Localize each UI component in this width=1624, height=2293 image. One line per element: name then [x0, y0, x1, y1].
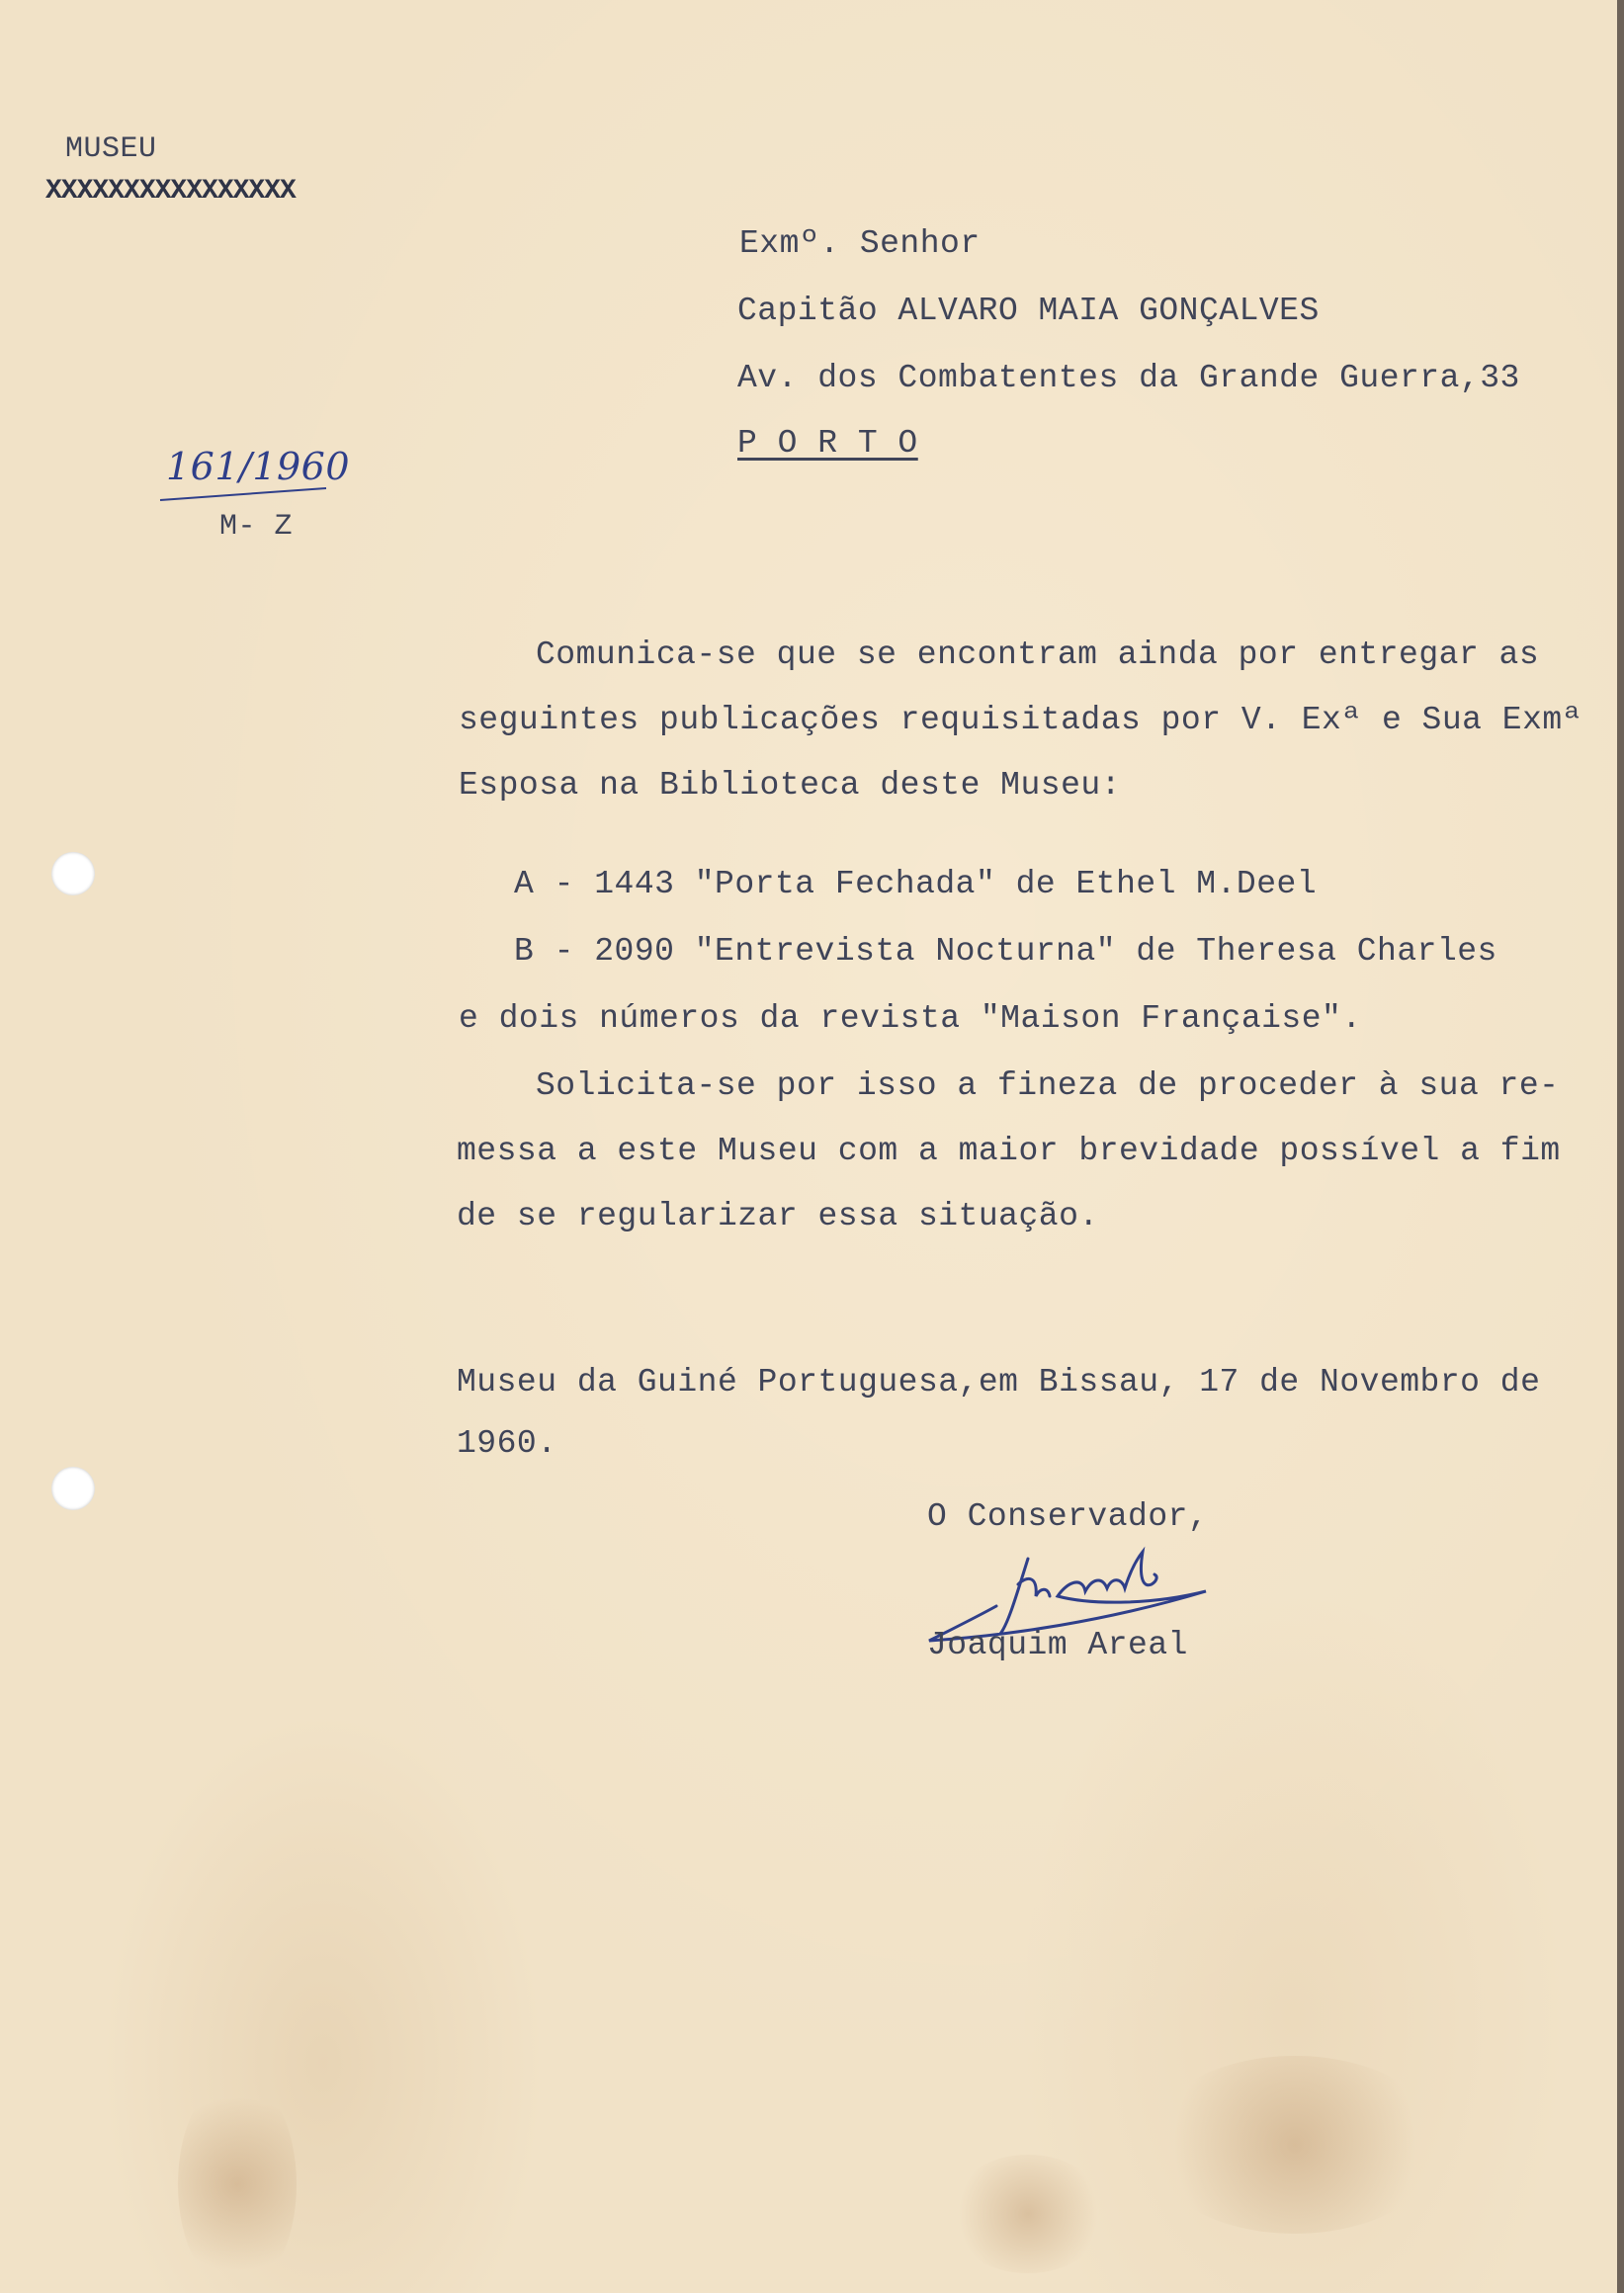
place-date-line: Museu da Guiné Portuguesa,em Bissau, 17 de Novembro de	[457, 1364, 1541, 1401]
publication-item-continuation: e dois números da revista "Maison Française".	[459, 1000, 1362, 1037]
reference-number: 161/1960	[166, 445, 351, 488]
punch-hole	[51, 1467, 95, 1510]
publication-item: A - 1443 "Porta Fechada" de Ethel M.Deel	[514, 866, 1318, 902]
punch-hole	[51, 852, 95, 895]
addressee-name: Capitão ALVARO MAIA GONÇALVES	[737, 293, 1320, 329]
signatory-role: O Conservador,	[927, 1498, 1209, 1535]
paper-stain	[178, 2076, 297, 2293]
body-line: Comunica-se que se encontram ainda por entregar as	[536, 637, 1540, 673]
body-line: Solicita-se por isso a fineza de proceder à sua re-	[536, 1067, 1560, 1104]
addressee-salutation: Exmº. Senhor	[739, 225, 981, 262]
reference-code: M- Z	[219, 510, 294, 544]
letterhead-title: MUSEU	[65, 132, 157, 166]
body-line: Esposa na Biblioteca deste Museu:	[459, 767, 1122, 804]
letterhead-struck-line: XXXXXXXXXXXXXXXX	[45, 176, 296, 207]
place-date-line: 1960.	[457, 1425, 557, 1462]
body-line: messa a este Museu com a maior brevidade possível a fim	[457, 1133, 1561, 1169]
addressee-city: P O R T O	[737, 425, 918, 462]
reference-strike-icon	[158, 482, 336, 502]
body-line: seguintes publicações requisitadas por V. Exª e Sua Exmª	[459, 702, 1582, 738]
publication-item: B - 2090 "Entrevista Nocturna" de Theresa Charles	[514, 933, 1497, 970]
paper-stain	[949, 2155, 1107, 2273]
addressee-street: Av. dos Combatentes da Grande Guerra,33	[737, 360, 1520, 396]
signatory-name: Joaquim Areal	[927, 1627, 1188, 1663]
paper-stain	[1147, 2056, 1443, 2234]
body-line: de se regularizar essa situação.	[457, 1198, 1099, 1234]
